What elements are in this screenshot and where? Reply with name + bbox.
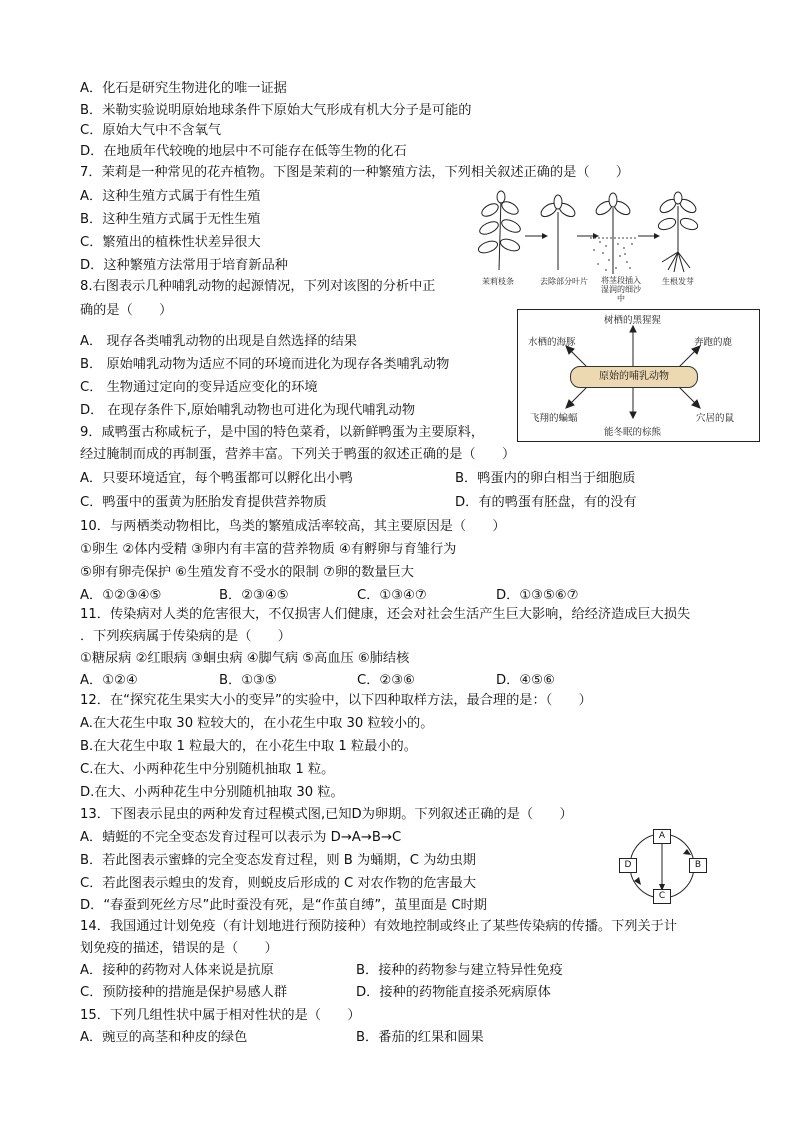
question-14-stem: 划免疫的描述，错误的是（ ） [80,941,278,956]
option: C． 生物通过定向的变异适应变化的环境 [80,380,318,395]
option: B．鸭蛋内的卵白相当于细胞质 [455,471,636,486]
question-12-stem: 12．在“探究花生果实大小的变异”的实验中，以下四种取样方法，最合理的是：（ ） [80,693,592,708]
option: B．①③⑤ [219,673,277,688]
label-dolphin: 水栖的海豚 [528,337,576,348]
question-9-stem: 9．咸鸭蛋古称咸杬子，是中国的特色菜肴，以新鲜鸭蛋为主要原料， [80,425,485,440]
text-line: D．在地质年代较晚的地层中不可能存在低等生物的化石 [80,144,407,159]
jasmine-illustration [472,190,722,274]
text-line: ⑤卵有卵壳保护 ⑥生殖发育不受水的限制 ⑦卵的数量巨大 [80,565,414,580]
option: C．②③⑥ [357,673,415,688]
option: D．有的鸭蛋有胚盘，有的没有 [455,495,637,510]
option: A． 现存各类哺乳动物的出现是自然选择的结果 [80,334,357,349]
text-line: ①卵生 ②体内受精 ③卵内有丰富的营养物质 ④有孵卵与育雏行为 [80,542,457,557]
insect-cycle-diagram [617,827,713,907]
option: C．鸭蛋中的蛋黄为胚胎发育提供营养物质 [80,495,327,510]
option: D． 在现存条件下,原始哺乳动物也可进化为现代哺乳动物 [80,403,416,418]
question-11-stem: 11．传染病对人类的危害很大，不仅损害人们健康，还会对社会生活产生巨大影响，给经济造成巨大损失 [80,607,691,622]
question-7-stem: 7．茉莉是一种常见的花卉植物。下图是茉莉的一种繁殖方法，下列相关叙述正确的是（ ） [80,165,630,180]
option: D．“春蚕到死丝方尽”此时蚕没有死，是“作茧自缚”，茧里面是 C时期 [80,898,487,913]
text-line: B．米勒实验说明原始地球条件下原始大气形成有机大分子是可能的 [80,103,472,118]
option: D．这种繁殖方法常用于培育新品种 [80,258,288,273]
caption: 去除部分叶片 [540,277,588,286]
option: A．这种生殖方式属于有性生殖 [80,189,261,204]
option: D．接种的药物能直接杀死病原体 [356,985,551,1000]
option: C．若此图表示蝗虫的发育，则蜕皮后形成的 C 对农作物的危害最大 [80,876,477,891]
label-mouse: 穴居的鼠 [696,413,735,424]
stage-a: A [653,829,671,844]
option: A．①②④ [80,673,138,688]
option: B．这种生殖方式属于无性生殖 [80,212,261,227]
option: C．①③④⑦ [357,588,427,603]
option: C.在大、小两种花生中分别随机抽取 1 粒。 [80,762,335,777]
question-9-stem: 经过腌制而成的再制蛋，营养丰富。下列关于鸭蛋的叙述正确的是（ ） [80,447,516,462]
question-8-stem: 8.右图表示几种哺乳动物的起源情况，下列对该图的分析中正 [80,279,436,294]
question-11-stem: ．下列疾病属于传染病的是（ ） [80,629,291,644]
label-primitive-mammal: 原始的哺乳动物 [570,366,698,388]
option: B.在大花生中取 1 粒最大的，在小花生中取 1 粒最小的。 [80,739,417,754]
option: C．预防接种的措施是保护易感人群 [80,985,288,1000]
text-line: ①糖尿病 ②红眼病 ③蛔虫病 ④脚气病 ⑤高血压 ⑥肺结核 [80,651,410,666]
caption: 茉莉枝条 [482,277,514,286]
label-chimpanzee: 树栖的黑猩猩 [604,315,662,326]
option: A．豌豆的高茎和种皮的绿色 [80,1030,248,1045]
stage-b: B [689,858,707,873]
option: A．接种的药物对人体来说是抗原 [80,963,274,978]
option: A．蜻蜓的不完全变态发育过程可以表示为 D→A→B→C [80,830,402,845]
option: C．繁殖出的植株性状差异很大 [80,235,261,250]
stage-c: C [653,889,671,904]
question-10-stem: 10．与两栖类动物相比，鸟类的繁殖成活率较高，其主要原因是（ ） [80,519,506,534]
caption: 生根发芽 [662,277,694,286]
option: A．①②③④⑤ [80,588,162,603]
option: D.在大、小两种花生中分别随机抽取 30 粒。 [80,785,344,800]
question-8-stem: 确的是（ ） [80,303,173,318]
option: D．④⑤⑥ [496,673,555,688]
option: A．只要环境适宜，每个鸭蛋都可以孵化出小鸭 [80,471,353,486]
option: A.在大花生中取 30 粒较大的，在小花生中取 30 粒较小的。 [80,716,434,731]
question-14-stem: 14．我国通过计划免疫（有计划地进行预防接种）有效地控制或终止了某些传染病的传播。下列关于计 [80,919,678,934]
option: B．接种的药物参与建立特异性免疫 [356,963,563,978]
mammal-evolution-diagram [517,309,760,442]
option: B．若此图表示蜜蜂的完全变态发育过程，则 B 为蛹期，C 为幼虫期 [80,853,476,868]
label-brown-bear: 能冬眠的棕熊 [604,427,662,438]
text-line: A．化石是研究生物进化的唯一证据 [80,81,287,96]
stage-d: D [619,858,637,873]
question-15-stem: 15．下列几组性状中属于相对性状的是（ ） [80,1008,361,1023]
text-line: C．原始大气中不含氧气 [80,123,222,138]
label-deer: 奔跑的鹿 [694,337,733,348]
option: D．①③⑤⑥⑦ [496,588,579,603]
label-bat: 飞翔的蝙蝠 [530,413,578,424]
option: B．番茄的红果和圆果 [356,1030,484,1045]
jasmine-figure [472,190,722,303]
option: B．②③④⑤ [219,588,289,603]
caption: 将茎段插入湿润的细沙中 [601,276,641,303]
option: B． 原始哺乳动物为适应不同的环境而进化为现存各类哺乳动物 [80,357,450,372]
question-13-stem: 13．下图表示昆虫的两种发育过程模式图,已知D为卵期。下列叙述正确的是（ ） [80,807,573,822]
